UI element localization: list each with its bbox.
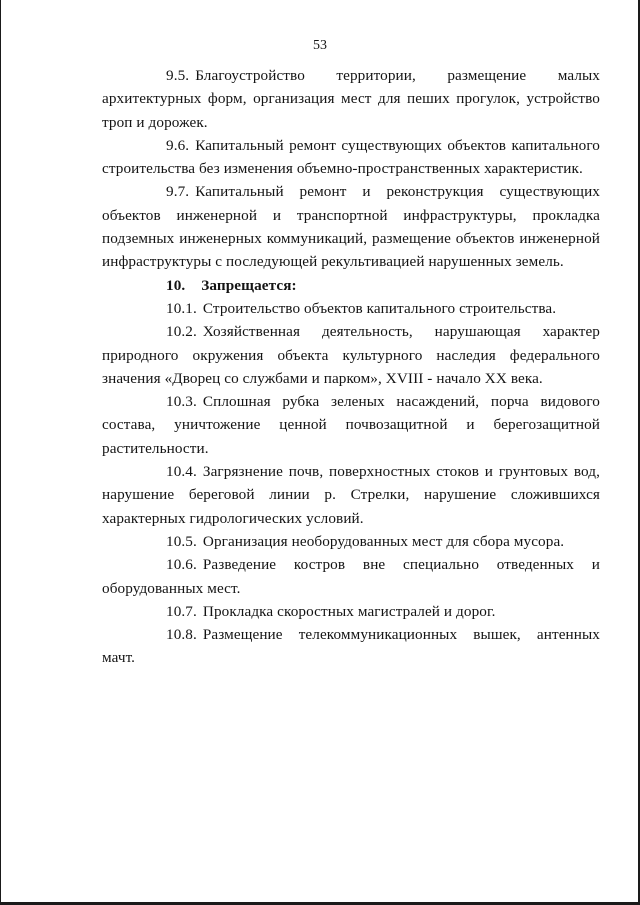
paragraph-text: Благоустройство территории, размещение малых архитектурных форм, организация мест для пеших прогулок, устройство троп и дорожек.: [102, 67, 600, 131]
paragraph-number: 10.2.: [166, 323, 197, 341]
paragraph-10-1: [102, 297, 600, 320]
paragraph-10-3: [102, 390, 600, 460]
paragraph-number: 10.6.: [166, 556, 197, 574]
paragraph-10-8: [102, 623, 600, 670]
section-title: Запрещается:: [201, 276, 297, 294]
paragraph-text: Строительство объектов капитального строительства.: [202, 299, 557, 317]
paragraph-number: 10.8.: [166, 626, 197, 644]
paragraph-number: 9.7.: [166, 183, 190, 201]
paragraph-9-7: [102, 180, 600, 273]
paragraph-number: 10.1.: [166, 299, 197, 317]
paragraph-text: Разведение костров вне специально отведенных и оборудованных мест.: [102, 556, 600, 597]
scan-edge-left: [0, 0, 1, 905]
paragraph-10-6: [102, 553, 600, 600]
paragraph-10-4: [102, 460, 600, 530]
paragraph-text: Капитальный ремонт и реконструкция существующих объектов инженерной и транспортной инфраструктуры, прокладка подземных инженерных коммуникаций, размещение объектов инженерной инфраструктуры с последующей рекультивацией нарушенных земель.: [102, 183, 600, 271]
section-number: 10.: [166, 276, 186, 294]
paragraph-number: 10.7.: [166, 602, 197, 620]
section-heading-10: [102, 274, 600, 297]
paragraph-text: Размещение телекоммуникационных вышек, антенных мачт.: [102, 626, 600, 667]
paragraph-text: Сплошная рубка зеленых насаждений, порча видового состава, уничтожение ценной почвозащитной и берегозащитной растительности.: [102, 393, 600, 457]
paragraph-text: Капитальный ремонт существующих объектов капитального строительства без изменения объемно-пространственных характеристик.: [102, 136, 600, 178]
paragraph-number: 10.3.: [166, 393, 197, 411]
paragraph-text: Загрязнение почв, поверхностных стоков и грунтовых вод, нарушение береговой линии р. Стрелки, нарушение сложившихся характерных гидрологических условий.: [102, 463, 600, 527]
paragraph-number: 10.4.: [166, 463, 197, 481]
paragraph-9-6: [102, 134, 600, 181]
paragraph-number: 10.5.: [166, 532, 197, 550]
page-number: 53: [313, 38, 327, 53]
paragraph-9-5: [102, 64, 600, 134]
paragraph-text: Прокладка скоростных магистралей и дорог.: [202, 602, 496, 620]
paragraph-number: 9.5.: [166, 67, 190, 84]
paragraph-text: Хозяйственная деятельность, нарушающая характер природного окружения объекта культурного наследия федерального значения «Дворец со службами и парком», XVIII - начало XX века.: [102, 323, 600, 387]
paragraph-10-2: [102, 320, 600, 390]
document-body: [102, 64, 600, 670]
paragraph-10-5: [102, 530, 600, 553]
paragraph-number: 9.6.: [166, 136, 190, 154]
paragraph-text: Организация необорудованных мест для сбора мусора.: [202, 532, 565, 550]
paragraph-10-7: [102, 600, 600, 623]
